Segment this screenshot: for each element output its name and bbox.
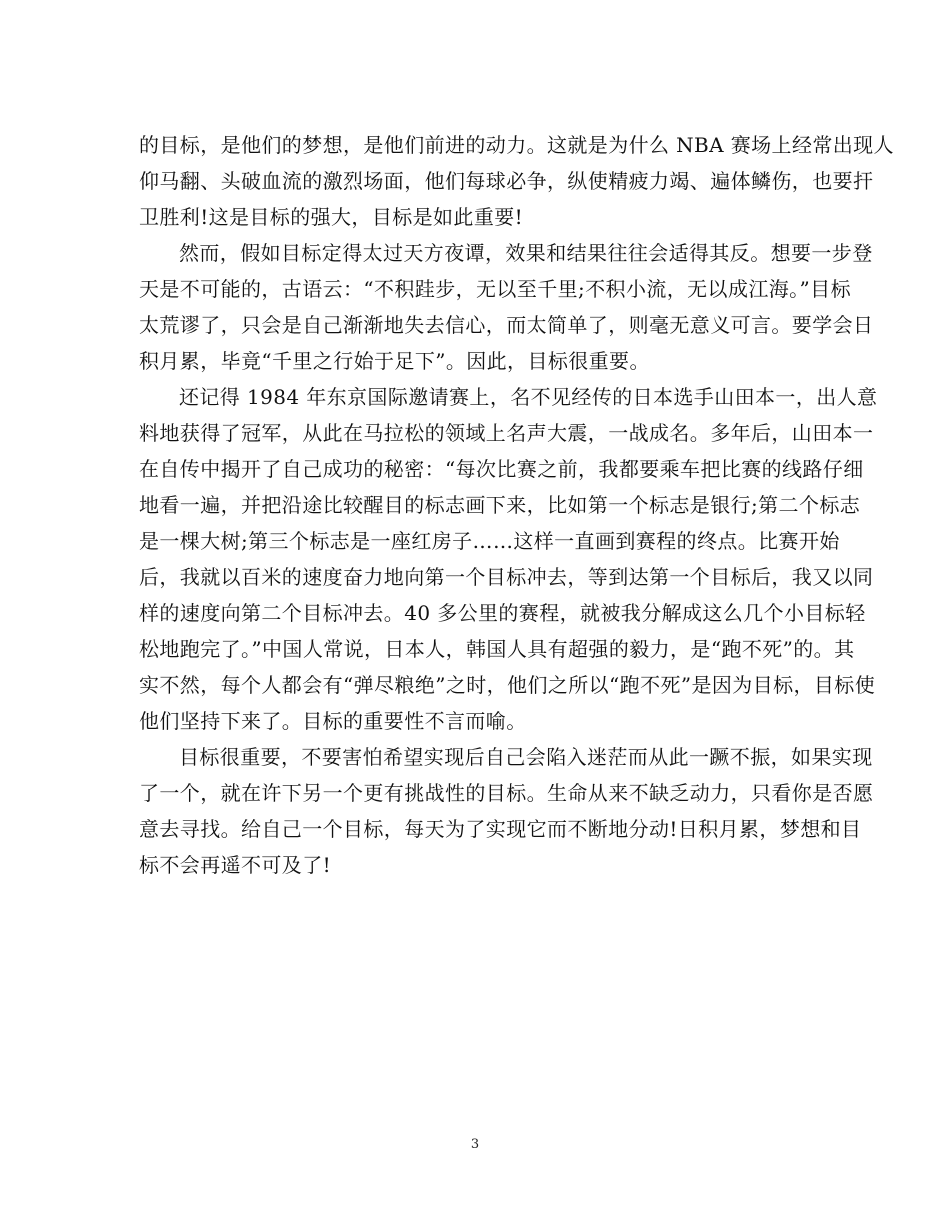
- text-line: 实不然，每个人都会有“弹尽粮绝”之时，他们之所以“跑不死”是因为目标，目标使: [139, 673, 876, 697]
- text-line: 积月累，毕竟“千里之行始于足下”。因此，目标很重要。: [139, 349, 650, 373]
- text-line: 还记得 1984 年东京国际邀请赛上，名不见经传的日本选手山田本一，出人意: [179, 385, 878, 409]
- paragraph: [139, 127, 894, 235]
- text-line: 的目标，是他们的梦想，是他们前进的动力。这就是为什么 NBA 赛场上经常出现人: [139, 133, 894, 157]
- text-line: 标不会再遥不可及了!: [139, 853, 332, 877]
- text-line: 目标很重要，不要害怕希望实现后自己会陷入迷茫而从此一蹶不振，如果实现: [179, 745, 873, 769]
- body-text: [139, 127, 894, 883]
- text-line: 料地获得了冠军，从此在马拉松的领域上名声大震，一战成名。多年后，山田本一: [139, 421, 874, 445]
- text-line: 他们坚持下来了。目标的重要性不言而喻。: [139, 709, 527, 733]
- text-line: 卫胜利!这是目标的强大，目标是如此重要!: [139, 205, 524, 229]
- text-line: 松地跑完了。”中国人常说，日本人，韩国人具有超强的毅力，是“跑不死”的。其: [139, 637, 855, 661]
- text-line: 天是不可能的，古语云：“不积跬步，无以至千里;不积小流，无以成江海。”目标: [139, 277, 851, 301]
- text-line: 意去寻找。给自己一个目标，每天为了实现它而不断地分动!日积月累，梦想和目: [139, 817, 862, 841]
- text-line: 太荒谬了，只会是自己渐渐地失去信心，而太简单了，则毫无意义可言。要学会日: [139, 313, 874, 337]
- text-line: 然而，假如目标定得太过天方夜谭，效果和结果往往会适得其反。想要一步登: [179, 241, 873, 265]
- paragraph: [139, 739, 874, 883]
- text-line: 样的速度向第二个目标冲去。40 多公里的赛程，就被我分解成这么几个小目标轻: [139, 601, 866, 625]
- text-line: 后，我就以百米的速度奋力地向第一个目标冲去，等到达第一个目标后，我又以同: [139, 565, 874, 589]
- paragraph: [139, 235, 874, 379]
- text-line: 了一个，就在许下另一个更有挑战性的目标。生命从来不缺乏动力，只看你是否愿: [139, 781, 874, 805]
- paragraph: [139, 379, 878, 739]
- text-line: 地看一遍，并把沿途比较醒目的标志画下来，比如第一个标志是银行;第二个标志: [139, 493, 861, 517]
- text-line: 是一棵大树;第三个标志是一座红房子……这样一直画到赛程的终点。比赛开始: [139, 529, 840, 553]
- text-line: 仰马翻、头破血流的激烈场面，他们每球必争，纵使精疲力竭、遍体鳞伤，也要扞: [139, 169, 874, 193]
- page-number: 3: [470, 1137, 480, 1152]
- text-line: 在自传中揭开了自己成功的秘密：“每次比赛之前，我都要乘车把比赛的线路仔细: [139, 457, 864, 481]
